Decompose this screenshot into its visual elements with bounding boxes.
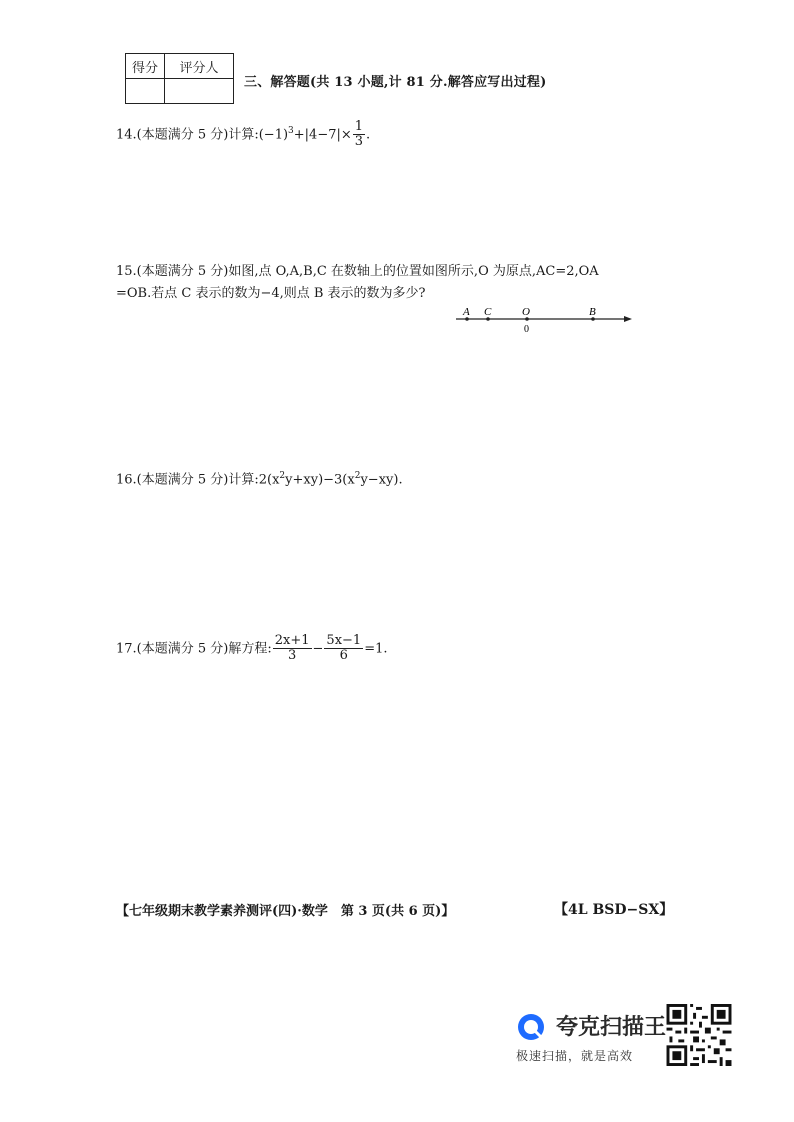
q14-end: . bbox=[366, 127, 371, 143]
section-title: 三、解答题(共 13 小题,计 81 分.解答应写出过程) bbox=[244, 75, 547, 90]
q17-f2-num: 5x−1 bbox=[326, 633, 362, 648]
watermark-subtitle: 极速扫描，就是高效 bbox=[516, 1049, 634, 1063]
question-15-line1: 15.(本题满分 5 分)如图,点 O,A,B,C 在数轴上的位置如图所示,O 为原点,AC=2,OA bbox=[116, 264, 599, 279]
q14-exponent: 3 bbox=[288, 125, 294, 136]
q14-fraction bbox=[353, 120, 365, 150]
label-b: B bbox=[589, 306, 596, 318]
label-o: O bbox=[522, 306, 530, 318]
q16-e2: 2 bbox=[354, 471, 361, 481]
label-zero: 0 bbox=[524, 324, 529, 335]
score-cell bbox=[126, 79, 165, 104]
scanner-logo-icon bbox=[516, 1012, 546, 1042]
q17-end: =1. bbox=[364, 641, 388, 657]
score-header: 得分 bbox=[126, 54, 165, 79]
question-15-line2: =OB.若点 C 表示的数为−4,则点 B 表示的数为多少? bbox=[116, 286, 426, 301]
q16-e1: 2 bbox=[279, 471, 286, 481]
footer-code: 【4L BSD−SX】 bbox=[554, 902, 674, 918]
question-16 bbox=[116, 466, 403, 490]
question-17 bbox=[116, 634, 388, 664]
number-line-figure bbox=[450, 302, 640, 336]
q16-t2: y+xy)−3(x bbox=[285, 472, 355, 488]
q14-text: 14.(本题满分 5 分)计算:(−1) bbox=[116, 127, 289, 143]
q17-f1-num: 2x+1 bbox=[274, 633, 310, 648]
q17-fraction-2 bbox=[324, 634, 363, 664]
label-c: C bbox=[484, 306, 492, 318]
q16-t3: y−xy). bbox=[360, 472, 403, 488]
q14-frac-den: 3 bbox=[354, 134, 364, 150]
q14-text2: +|4−7|× bbox=[293, 127, 352, 143]
q14-frac-num: 1 bbox=[354, 119, 364, 134]
q17-minus: − bbox=[312, 641, 324, 657]
label-a: A bbox=[463, 306, 470, 318]
q16-t1: 16.(本题满分 5 分)计算:2(x bbox=[116, 472, 280, 488]
watermark-title: 夸克扫描王 bbox=[556, 1015, 667, 1040]
q17-f1-den: 3 bbox=[287, 648, 297, 664]
grader-header: 评分人 bbox=[165, 54, 234, 79]
grader-cell bbox=[165, 79, 234, 104]
q17-prefix: 17.(本题满分 5 分)解方程: bbox=[116, 641, 272, 657]
q17-fraction-1 bbox=[273, 634, 312, 664]
q17-f2-den: 6 bbox=[339, 648, 348, 664]
number-line-arrow-icon bbox=[624, 316, 632, 322]
qr-code-icon bbox=[666, 1004, 732, 1066]
question-14 bbox=[116, 120, 370, 150]
score-table bbox=[125, 53, 234, 104]
footer-page-info: 【七年级期末教学素养测评(四)·数学 第 3 页(共 6 页)】 bbox=[116, 904, 455, 919]
